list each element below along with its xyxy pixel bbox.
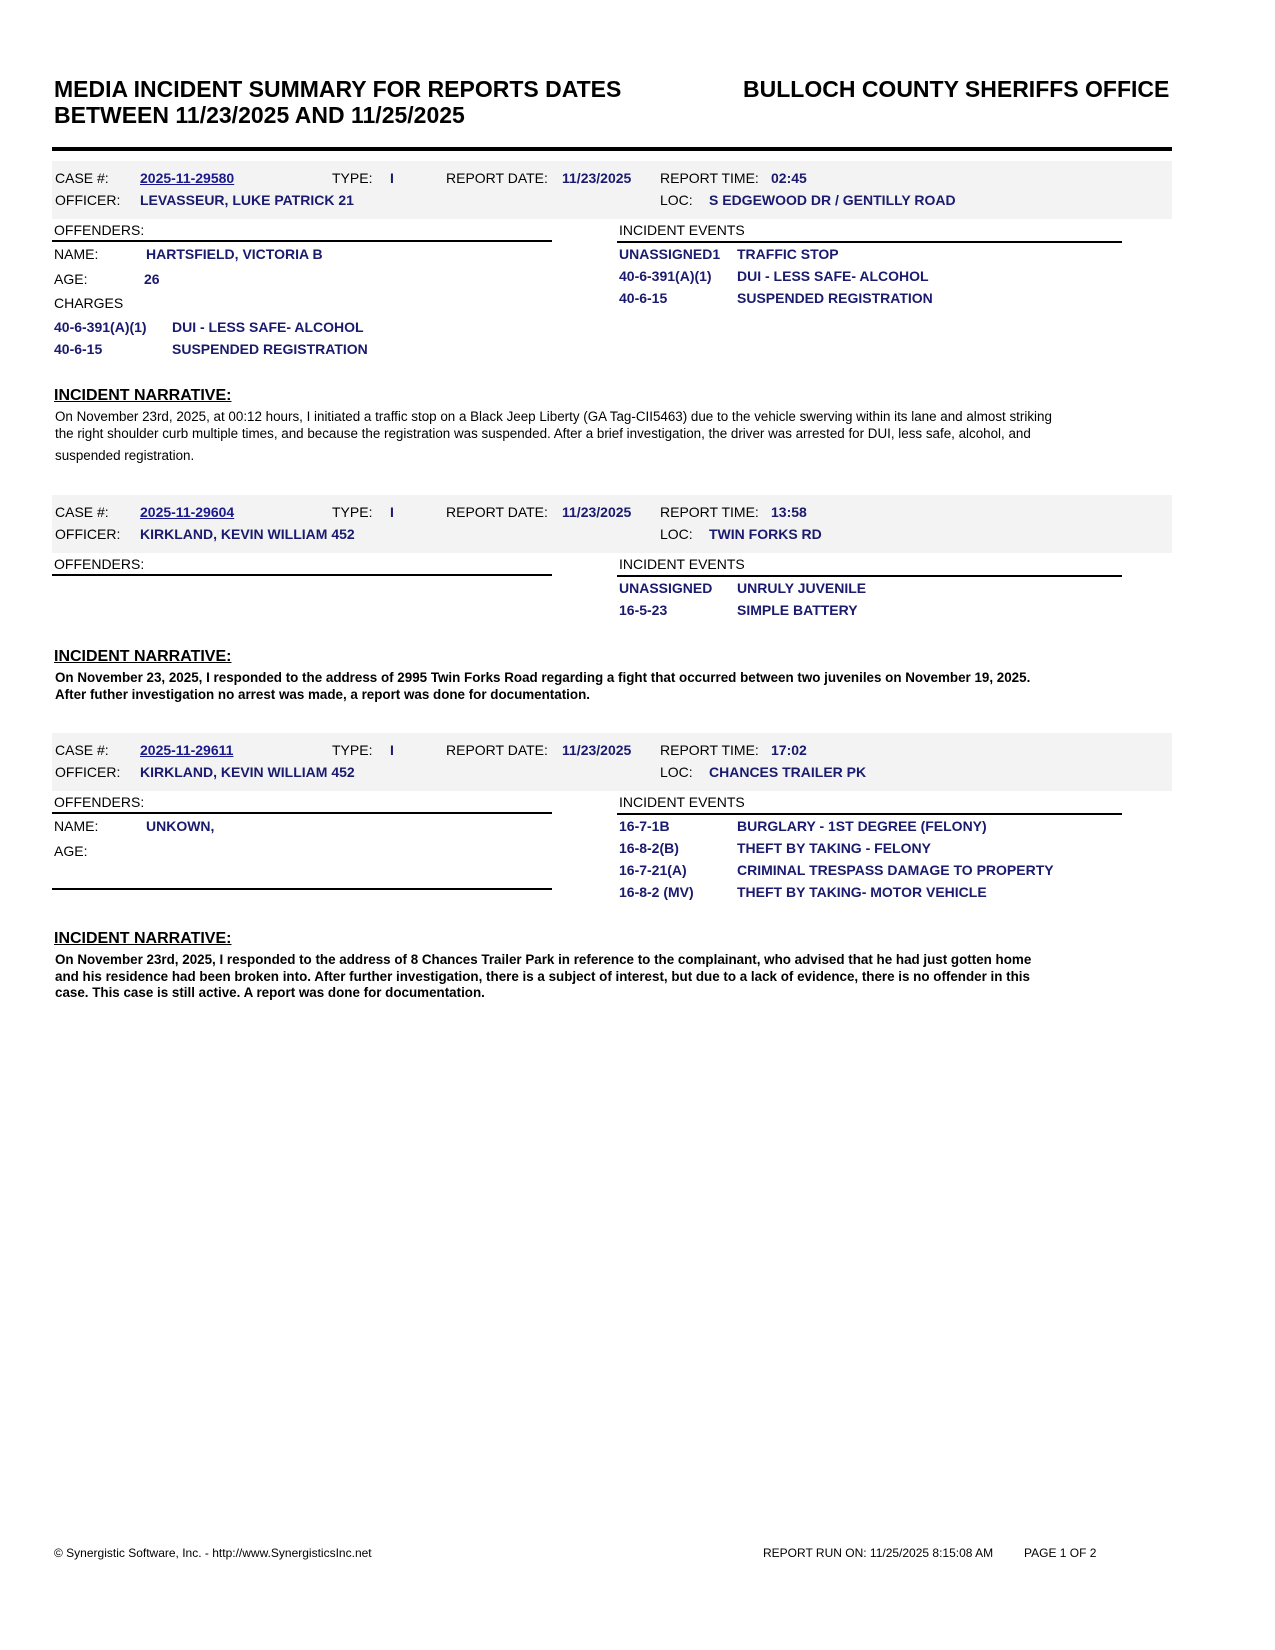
report-title-line1: MEDIA INCIDENT SUMMARY FOR REPORTS DATES bbox=[54, 76, 622, 102]
narrative-line: the right shoulder curb multiple times, and because the registration was suspended. After a brief investigation, the driver was arrested for DUI, less safe, alcohol, and bbox=[55, 425, 1031, 441]
footer-copyright: © Synergistic Software, Inc. - http://www.SynergisticsInc.net bbox=[54, 1546, 372, 1560]
narrative-text bbox=[55, 952, 1150, 1002]
incident-events-label: INCIDENT EVENTS bbox=[619, 556, 745, 572]
report-time-value: 02:45 bbox=[771, 170, 807, 186]
event-code: 16-8-2 (MV) bbox=[619, 884, 694, 900]
type-label: TYPE: bbox=[332, 170, 373, 186]
narrative-line: case. This case is still active. A report was done for documentation. bbox=[55, 985, 485, 1000]
officer-label: OFFICER: bbox=[55, 764, 121, 780]
narrative-text bbox=[55, 409, 1150, 465]
loc-label: LOC: bbox=[660, 526, 693, 542]
officer-value: KIRKLAND, KEVIN WILLIAM 452 bbox=[140, 764, 355, 780]
offender-name-value: UNKOWN, bbox=[146, 818, 215, 834]
report-date-value: 11/23/2025 bbox=[562, 504, 632, 520]
case-number-label: CASE #: bbox=[55, 742, 109, 758]
offender-name-label: NAME: bbox=[54, 818, 99, 834]
narrative-heading: INCIDENT NARRATIVE: bbox=[54, 387, 232, 404]
offender-age-value: 26 bbox=[144, 271, 160, 287]
agency-name: BULLOCH COUNTY SHERIFFS OFFICE bbox=[743, 76, 1170, 102]
report-date-label: REPORT DATE: bbox=[446, 170, 548, 186]
case-number-link[interactable]: 2025-11-29580 bbox=[140, 170, 235, 186]
narrative-heading: INCIDENT NARRATIVE: bbox=[54, 648, 232, 665]
incident-events-rule bbox=[617, 813, 1122, 815]
loc-value: TWIN FORKS RD bbox=[709, 526, 822, 542]
officer-value: LEVASSEUR, LUKE PATRICK 21 bbox=[140, 192, 354, 208]
offenders-label: OFFENDERS: bbox=[54, 556, 145, 572]
type-value: I bbox=[390, 742, 394, 758]
report-date-value: 11/23/2025 bbox=[562, 742, 632, 758]
type-value: I bbox=[390, 504, 394, 520]
officer-label: OFFICER: bbox=[55, 526, 121, 542]
offender-name-value: HARTSFIELD, VICTORIA B bbox=[146, 246, 323, 262]
footer-page-number: PAGE 1 OF 2 bbox=[1024, 1546, 1097, 1560]
report-time-label: REPORT TIME: bbox=[660, 742, 759, 758]
narrative-line: On November 23rd, 2025, at 00:12 hours, I initiated a traffic stop on a Black Jeep Liberty (GA Tag-CII5463) due to the vehicle swerving within its lane and almost striking bbox=[55, 409, 1052, 424]
report-title-line2: BETWEEN 11/23/2025 AND 11/25/2025 bbox=[54, 102, 465, 128]
narrative-line: On November 23, 2025, I responded to the address of 2995 Twin Forks Road regarding a fight that occurred between two juveniles on November 19, 2025. bbox=[55, 670, 1031, 685]
incident-events-label: INCIDENT EVENTS bbox=[619, 794, 745, 810]
charge-code: 40-6-15 bbox=[54, 341, 103, 357]
event-desc: TRAFFIC STOP bbox=[737, 246, 839, 262]
event-desc: DUI - LESS SAFE- ALCOHOL bbox=[737, 268, 929, 284]
incident-events-label: INCIDENT EVENTS bbox=[619, 222, 745, 238]
report-time-label: REPORT TIME: bbox=[660, 170, 759, 186]
case-number-link[interactable]: 2025-11-29604 bbox=[140, 504, 235, 520]
event-code: UNASSIGNED bbox=[619, 580, 713, 596]
offenders-label: OFFENDERS: bbox=[54, 222, 145, 238]
charge-code: 40-6-391(A)(1) bbox=[54, 319, 147, 335]
event-desc: SUSPENDED REGISTRATION bbox=[737, 290, 933, 306]
incident-events-rule bbox=[617, 575, 1122, 577]
event-code: 16-5-23 bbox=[619, 602, 668, 618]
event-desc: UNRULY JUVENILE bbox=[737, 580, 867, 596]
report-date-label: REPORT DATE: bbox=[446, 504, 548, 520]
report-time-value: 13:58 bbox=[771, 504, 807, 520]
case-number-label: CASE #: bbox=[55, 504, 109, 520]
narrative-heading: INCIDENT NARRATIVE: bbox=[54, 930, 232, 947]
charges-label: CHARGES bbox=[54, 295, 124, 311]
narrative-text bbox=[55, 670, 1150, 703]
narrative-line: On November 23rd, 2025, I responded to the address of 8 Chances Trailer Park in reference to the complainant, who advised that he had just gotten home bbox=[55, 952, 1032, 967]
report-time-value: 17:02 bbox=[771, 742, 807, 758]
loc-label: LOC: bbox=[660, 192, 693, 208]
offender-end-rule bbox=[52, 888, 552, 890]
event-code: 16-8-2(B) bbox=[619, 840, 679, 856]
event-code: UNASSIGNED1 bbox=[619, 246, 721, 262]
type-value: I bbox=[390, 170, 394, 186]
event-code: 16-7-1B bbox=[619, 818, 670, 834]
type-label: TYPE: bbox=[332, 742, 373, 758]
narrative-line: suspended registration. bbox=[55, 448, 195, 463]
officer-value: KIRKLAND, KEVIN WILLIAM 452 bbox=[140, 526, 355, 542]
event-code: 40-6-391(A)(1) bbox=[619, 268, 712, 284]
offender-name-label: NAME: bbox=[54, 246, 99, 262]
event-code: 16-7-21(A) bbox=[619, 862, 687, 878]
event-desc: THEFT BY TAKING - FELONY bbox=[737, 840, 931, 856]
report-date-value: 11/23/2025 bbox=[562, 170, 632, 186]
offenders-label: OFFENDERS: bbox=[54, 794, 145, 810]
officer-label: OFFICER: bbox=[55, 192, 121, 208]
event-desc: THEFT BY TAKING- MOTOR VEHICLE bbox=[737, 884, 987, 900]
narrative-line: After futher investigation no arrest was made, a report was done for documentation. bbox=[55, 686, 590, 702]
header-rule bbox=[52, 147, 1172, 151]
case-number-link[interactable]: 2025-11-29611 bbox=[140, 742, 234, 758]
footer-run-on: REPORT RUN ON: 11/25/2025 8:15:08 AM bbox=[763, 1546, 994, 1560]
incident-events-rule bbox=[617, 241, 1122, 243]
event-desc: BURGLARY - 1ST DEGREE (FELONY) bbox=[737, 818, 987, 834]
loc-value: CHANCES TRAILER PK bbox=[709, 764, 867, 780]
report-date-label: REPORT DATE: bbox=[446, 742, 548, 758]
loc-label: LOC: bbox=[660, 764, 693, 780]
event-desc: SIMPLE BATTERY bbox=[737, 602, 858, 618]
loc-value: S EDGEWOOD DR / GENTILLY ROAD bbox=[709, 192, 956, 208]
event-desc: CRIMINAL TRESPASS DAMAGE TO PROPERTY bbox=[737, 862, 1054, 878]
report-time-label: REPORT TIME: bbox=[660, 504, 759, 520]
case-number-label: CASE #: bbox=[55, 170, 109, 186]
offender-age-label: AGE: bbox=[54, 843, 88, 859]
offenders-rule bbox=[52, 574, 552, 576]
charge-desc: DUI - LESS SAFE- ALCOHOL bbox=[172, 319, 364, 335]
offenders-rule bbox=[52, 812, 552, 814]
offender-age-label: AGE: bbox=[54, 271, 88, 287]
charge-desc: SUSPENDED REGISTRATION bbox=[172, 341, 368, 357]
type-label: TYPE: bbox=[332, 504, 373, 520]
narrative-line: and his residence had been broken into. After further investigation, there is a subject of interest, but due to a lack of evidence, there is no offender in this bbox=[55, 968, 1030, 984]
event-code: 40-6-15 bbox=[619, 290, 668, 306]
offenders-rule bbox=[52, 240, 552, 242]
